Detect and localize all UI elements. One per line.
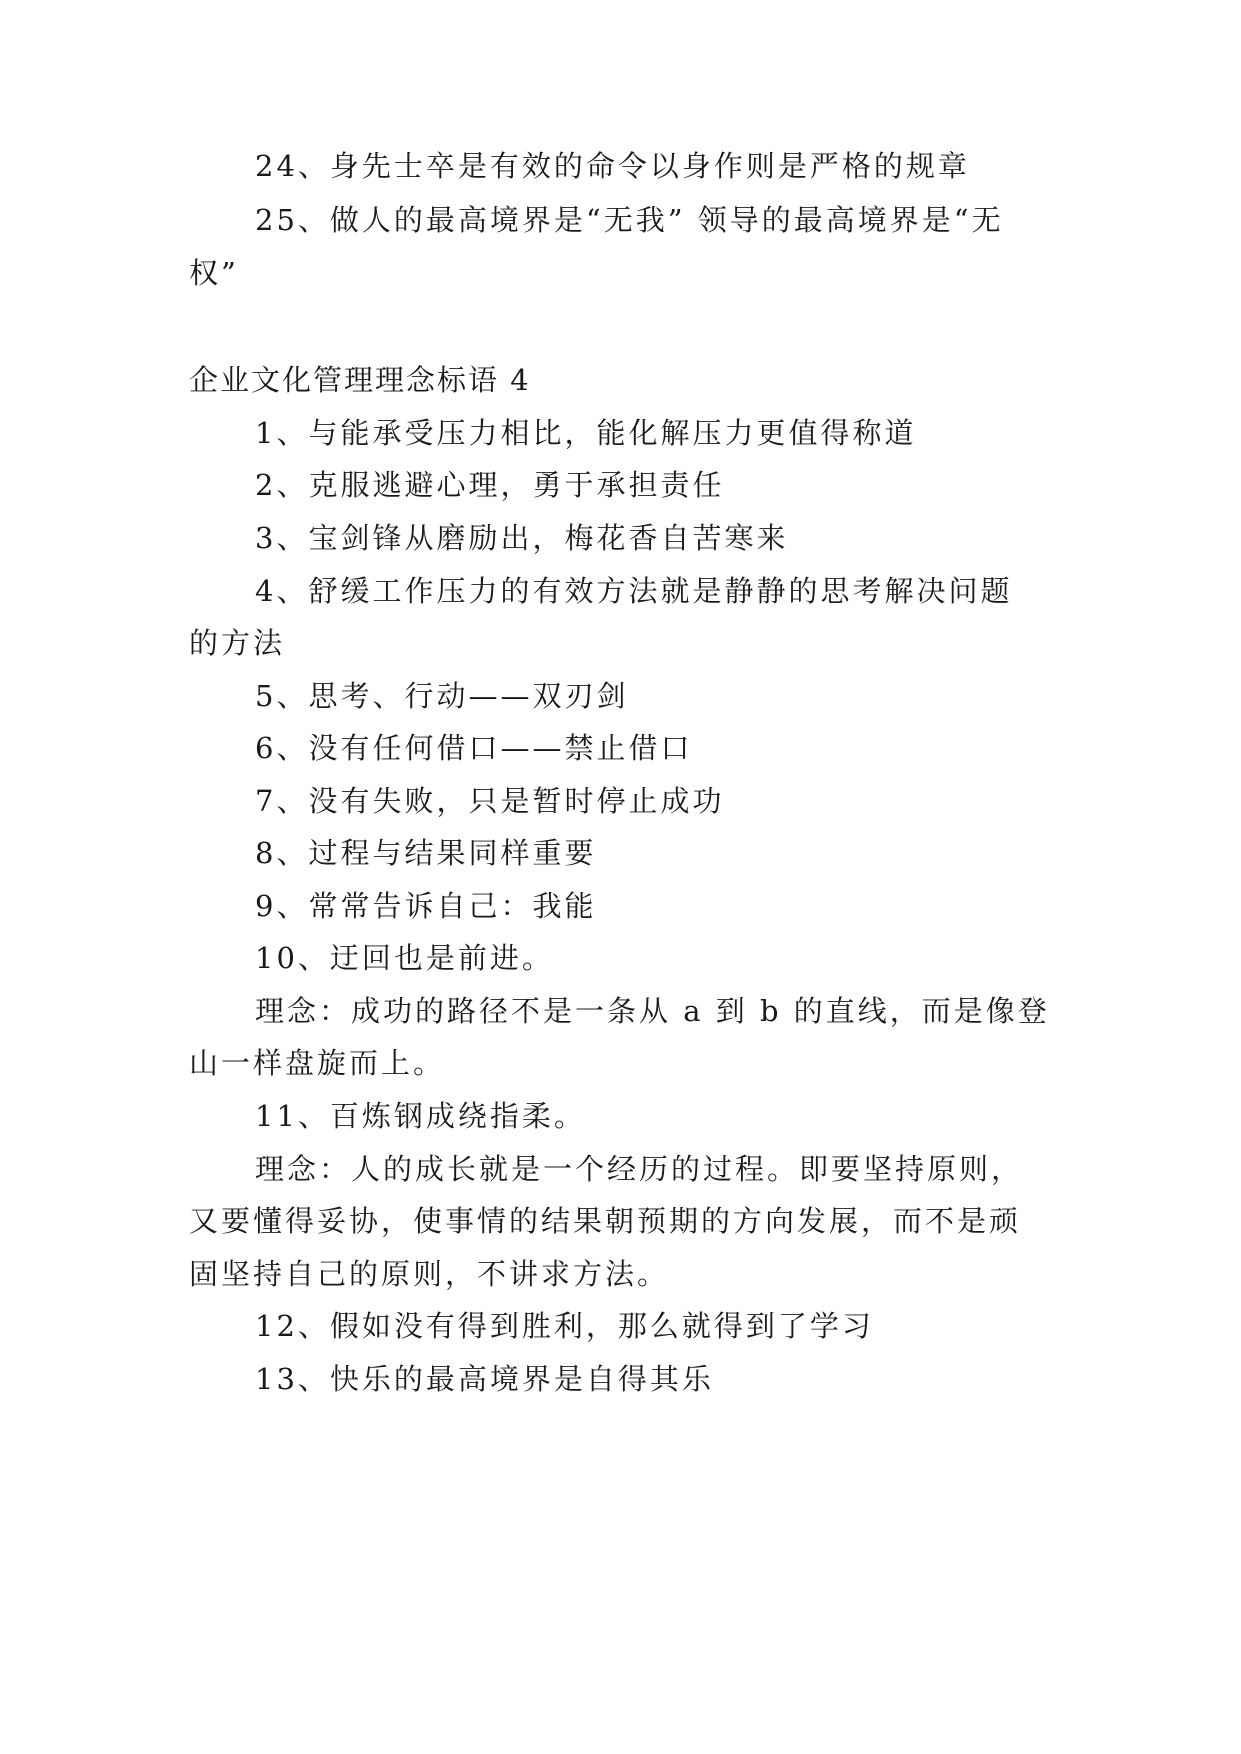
concept-11-continuation-2: 固坚持自己的原则，不讲求方法。 [189,1257,670,1291]
item-9: 9、常常告诉自己：我能 [255,889,597,923]
item-1: 1、与能承受压力相比，能化解压力更值得称道 [255,416,917,450]
item-5: 5、思考、行动——双刃剑 [255,679,629,713]
item-3: 3、宝剑锋从磨励出，梅花香自苦寒来 [255,521,789,555]
item-7: 7、没有失败，只是暂时停止成功 [255,784,725,818]
concept-11: 理念：人的成长就是一个经历的过程。即要坚持原则， [255,1152,1024,1186]
item-11: 11、百炼钢成绕指柔。 [255,1099,586,1133]
item-24: 24、身先士卒是有效的命令以身作则是严格的规章 [255,149,970,183]
concept-10: 理念：成功的路径不是一条从 a 到 b 的直线，而是像登 [255,994,1050,1028]
item-6: 6、没有任何借口——禁止借口 [255,731,693,765]
item-4-continuation: 的方法 [189,626,286,660]
item-25: 25、做人的最高境界是“无我” 领导的最高境界是“无 [255,203,1004,237]
concept-10-continuation: 山一样盘旋而上。 [189,1046,446,1080]
item-13: 13、快乐的最高境界是自得其乐 [255,1362,714,1396]
section-heading: 企业文化管理理念标语 4 [189,363,531,397]
item-8: 8、过程与结果同样重要 [255,836,597,870]
concept-11-continuation-1: 又要懂得妥协，使事情的结果朝预期的方向发展，而不是顽 [189,1204,1022,1238]
item-10: 10、迂回也是前进。 [255,941,554,975]
item-2: 2、克服逃避心理，勇于承担责任 [255,468,725,502]
item-25-continuation: 权” [189,256,239,290]
item-12: 12、假如没有得到胜利，那么就得到了学习 [255,1309,874,1343]
item-4: 4、舒缓工作压力的有效方法就是静静的思考解决问题 [255,574,1013,608]
